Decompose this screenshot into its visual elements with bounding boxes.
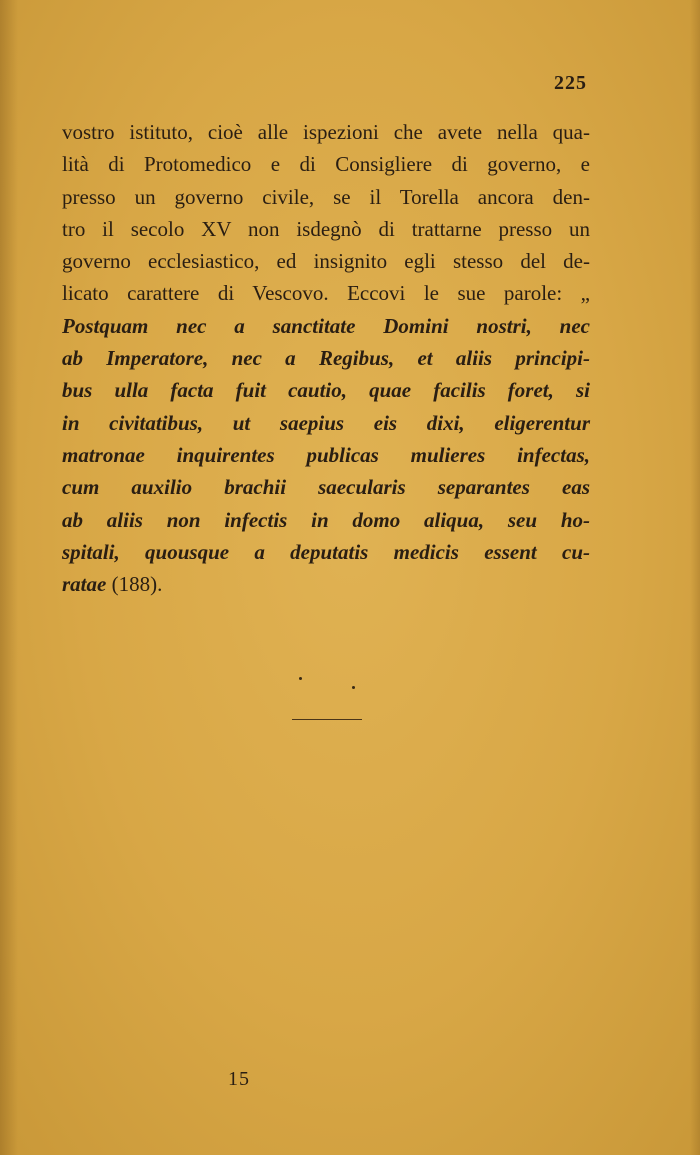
text-line: tro il secolo XV non isdegnò di trattarne presso un: [62, 216, 590, 241]
quote-line: Postquam nec a sanctitate Domini nostri, nec: [62, 313, 590, 338]
quote-end: ratae: [62, 572, 107, 597]
quote-line: cum auxilio brachii saecularis separantes eas: [62, 475, 590, 500]
section-divider: [292, 719, 362, 720]
text-line: lità di Protomedico e di Consigliere di governo, e: [62, 152, 590, 177]
quote-line: in civitatibus, ut saepius eis dixi, eligerentur: [62, 410, 590, 435]
ink-speck: [299, 677, 302, 680]
text-line: vostro istituto, cioè alle ispezioni che avete nella qua-: [62, 120, 590, 144]
text-line: governo ecclesiastico, ed insignito egli stesso del de-: [62, 249, 590, 274]
text-line: licato carattere di Vescovo. Eccovi le sue parole: „: [62, 281, 590, 306]
text-line: presso un governo civile, se il Torella ancora den-: [62, 184, 590, 209]
quote-line: matronae inquirentes publicas mulieres infectas,: [62, 442, 590, 467]
quote-line: ab Imperatore, nec a Regibus, et aliis principi-: [62, 346, 590, 371]
footnote-reference: (188).: [106, 572, 163, 597]
quote-line: ab aliis non infectis in domo aliqua, seu ho-: [62, 507, 590, 532]
page-number: 225: [554, 72, 587, 94]
signature-mark: 15: [228, 1068, 250, 1090]
quote-line: bus ulla facta fuit cautio, quae facilis foret, si: [62, 378, 590, 403]
body-text: [62, 116, 590, 600]
page-edge-shadow-left: [0, 0, 18, 1155]
page-edge-shadow-right: [690, 0, 700, 1155]
quote-line: spitali, quousque a deputatis medicis essent cu-: [62, 539, 590, 564]
final-line: [62, 568, 590, 600]
ink-speck: [352, 686, 355, 689]
